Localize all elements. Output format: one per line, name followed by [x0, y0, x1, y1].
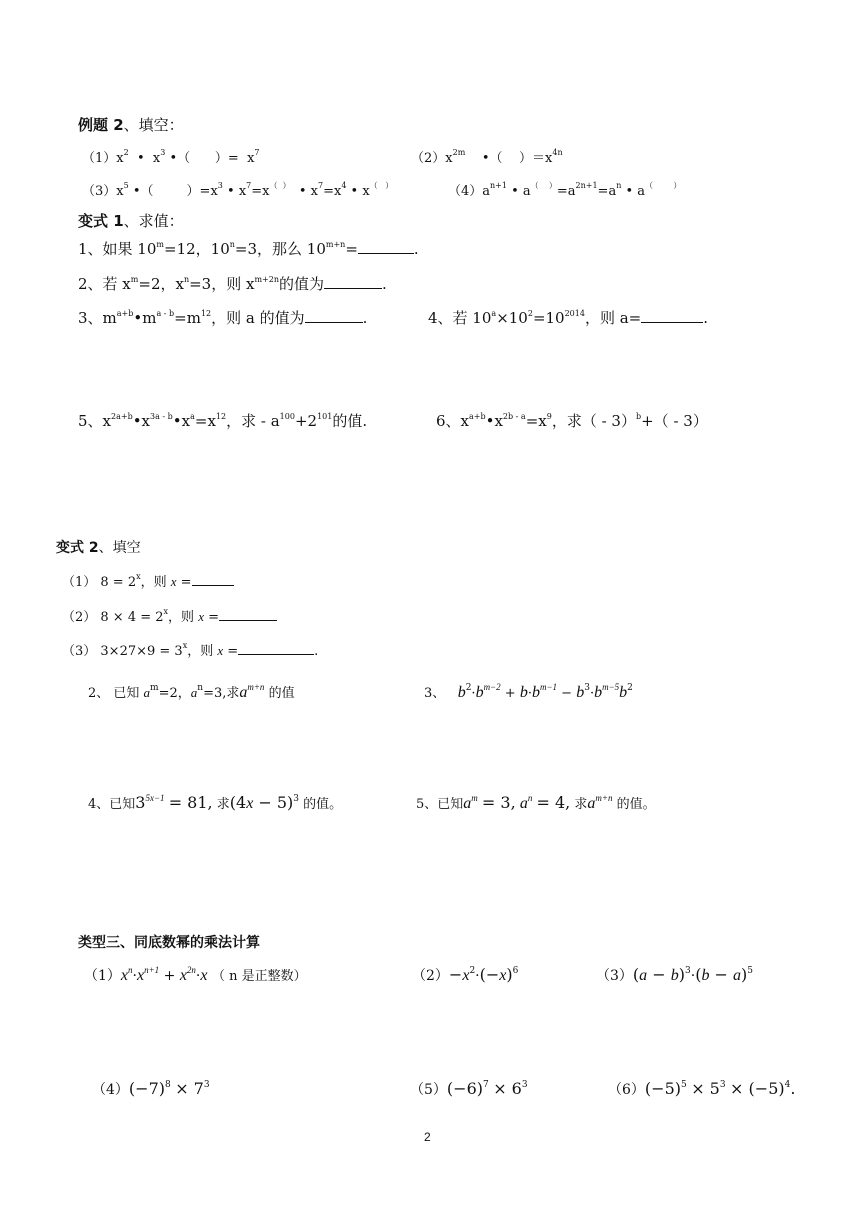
variant2-q3: 3、 $b^2\cdot b^{m-2} + b\cdot b^{m-1} - b^3\cdot b^{m-5}b^2$ — [424, 682, 633, 701]
variant1-p3: 3、$m^{a+b}•m^{a - b}=m^{12}$，则 a 的值为 . — [78, 309, 368, 327]
type3-c1: $(1)x^n\cdot x^{n+1} + x^{2n}\cdot x$ （ n 是正整数） — [84, 965, 307, 984]
variant2-f2: （2） $8 \times 4 = 2^x$，则 x = — [62, 606, 277, 625]
variant1-p4: 4、若 $10^a\times 10^2=10^{2014}$，则 a= . — [428, 309, 709, 327]
type3-c5: $(5)(-6)^7 \times 6^3$ — [410, 1079, 528, 1098]
type3-c4: $(4)(-7)^8 \times 7^3$ — [92, 1079, 210, 1098]
example2-q2: $(2)x^{2m}$ •（ ）$=x^{4n}$ — [411, 148, 563, 166]
variant1-heading: 变式 1、求值： — [78, 212, 184, 230]
variant1-p6: 6、$x^{a+b}•x^{2b - a}=x^9$，求（ - 3）$^b$+（ - 3） — [436, 412, 708, 430]
page-number: 2 — [424, 1130, 431, 1144]
example2-q4: $(4)a^{n+1}$ • $a^{( )}=a^{2n+1}=a^n$ • a（ ） — [448, 181, 682, 199]
variant2-heading: 变式 2、填空 — [56, 540, 141, 556]
type3-c2: $(2)-x^2\cdot(-x)^6$ — [412, 965, 519, 984]
variant1-p2: 2、若 $x^m=2$，$x^n=3$，则 $x^{m+2n}$的值为 . — [78, 275, 387, 293]
type3-c6: $(6)(-5)^5 \times 5^3 \times (-5)^4$. — [608, 1079, 796, 1098]
variant1-p5: 5、$x^{2a+b}•x^{3a - b}•x^a=x^{12}$，求 - $a^{100}+2^{101}$的值. — [78, 412, 368, 430]
type3-heading: 类型三、同底数幂的乘法计算 — [78, 935, 260, 951]
variant2-q2: 2、 已知 $a^m=2$，$a^n=3$,求$a^{m+n}$ 的值 — [88, 682, 295, 701]
example2-q3: $(3)x^5$ •（ ）$=x^3$ • $x^7=x^{( )}$ • $x^7=x^4$ • x（ ） — [82, 181, 394, 199]
variant1-p1: 1、如果 $10^m=12$，$10^n=3$，那么 $10^{m+n}=$ . — [78, 240, 419, 258]
example2-heading: 例题 2、填空： — [78, 116, 184, 134]
example2-q1: $(1)x^2$ • $x^3$ •（ ）= $x^7$ — [82, 148, 260, 166]
variant2-q5: 5、已知$a^m = 3$, $a^n = 4$, 求$a^{m+n}$ 的值。 — [416, 793, 656, 812]
variant2-q4: 4、已知$3^{5x-1} = 81$, 求$(4x - 5)^3$ 的值。 — [88, 793, 343, 812]
type3-c3: $(3)(a - b)^3\cdot(b - a)^5$ — [596, 965, 753, 984]
variant2-f1: （1） $8 = 2^x$，则 x = — [62, 571, 234, 590]
variant2-f3: （3） $3\times 27\times 9 = 3^x$，则 x = . — [62, 641, 319, 659]
